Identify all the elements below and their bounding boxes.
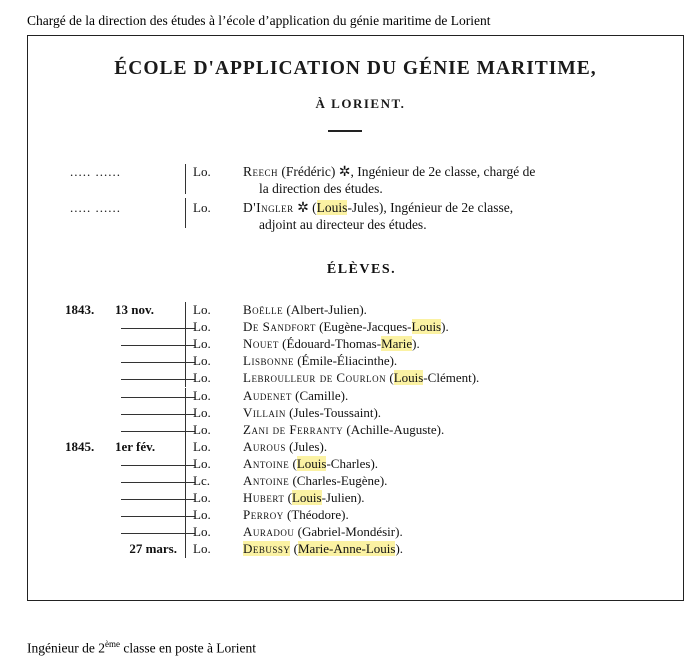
student-row (28, 473, 683, 490)
student-row (28, 490, 683, 507)
column-divider (185, 388, 186, 405)
student-name (243, 507, 349, 523)
student-name (243, 541, 403, 557)
student-given-end: -Charles). (326, 455, 379, 471)
student-surname: Audenet (243, 387, 292, 403)
student-name (243, 456, 378, 472)
highlight-given-name: Louis (393, 370, 424, 386)
student-day: 1er fév. (115, 438, 156, 454)
student-name (243, 524, 403, 540)
student-surname: Nouet (243, 336, 279, 352)
director-role: la direction des études. (259, 181, 383, 196)
student-given: ( (290, 541, 298, 557)
director-given: (Frédéric) (281, 164, 336, 179)
column-divider (185, 439, 186, 456)
director-given-open: ( (308, 200, 317, 215)
director-row-dingler (28, 198, 683, 232)
ditto-dash (121, 414, 195, 415)
director-text (243, 200, 633, 233)
student-surname: De Sandfort (243, 319, 316, 335)
student-name (243, 405, 381, 421)
student-given-end: -Julien). (321, 490, 365, 506)
student-row (28, 353, 683, 370)
student-name (243, 353, 397, 369)
caption-bottom (27, 639, 256, 657)
student-day: 13 nov. (115, 302, 155, 317)
student-location: Lo. (193, 336, 211, 352)
column-divider (185, 541, 186, 558)
student-given-end: ). (441, 319, 449, 335)
student-location: Lo. (193, 421, 211, 437)
student-row (28, 524, 683, 541)
highlight-given-name: Marie-Anne-Louis (298, 541, 396, 557)
student-given: (Jules-Toussaint). (285, 404, 382, 420)
director-surname: Reech (243, 164, 279, 179)
student-location: Lo. (193, 387, 211, 403)
student-given-end: ). (412, 336, 420, 352)
ditto-dash (121, 379, 195, 380)
student-name (243, 473, 387, 489)
student-row (28, 507, 683, 524)
students-heading: ÉLÈVES. (326, 262, 397, 277)
student-row (28, 302, 683, 319)
student-location: Lo. (193, 370, 211, 386)
student-location: Lo. (193, 404, 211, 420)
column-divider (185, 507, 186, 524)
student-row (28, 405, 683, 422)
caption-top: Chargé de la direction des études à l’école d’application du génie maritime de Lorient (27, 13, 491, 28)
column-divider (185, 405, 186, 422)
student-name (243, 336, 420, 352)
student-given-end: -Clément). (423, 370, 480, 386)
student-day: 27 mars. (129, 541, 177, 557)
ditto-dash (121, 499, 195, 500)
student-row (28, 439, 683, 456)
student-surname: Boëlle (243, 302, 284, 317)
student-given: (Charles-Eugène). (289, 473, 388, 488)
highlight-given-name: Louis (296, 455, 327, 471)
student-location: Lo. (193, 438, 211, 454)
ditto-dash (121, 328, 195, 329)
student-row (28, 422, 683, 439)
document-title: ÉCOLE D'APPLICATION DU GÉNIE MARITIME, (114, 58, 597, 79)
caption-bottom-prefix: Ingénieur de 2 (27, 640, 105, 656)
student-location: Lo. (193, 524, 211, 540)
ditto-dash (121, 362, 195, 363)
student-row (28, 319, 683, 336)
ditto-dash (121, 465, 195, 466)
caption-bottom-suffix: classe en poste à Lorient (119, 640, 257, 656)
student-name (243, 370, 479, 386)
director-location: Lo. (193, 164, 211, 179)
student-given: ( (289, 455, 297, 471)
director-row-reech (28, 162, 683, 196)
ditto-dash (121, 516, 195, 517)
student-surname: Antoine (243, 455, 290, 471)
student-given: (Théodore). (283, 507, 349, 523)
student-location: Lc. (193, 473, 210, 488)
student-location: Lo. (193, 319, 211, 335)
student-name (243, 422, 444, 438)
student-surname: Zani de Ferranty (243, 421, 344, 437)
column-divider (185, 524, 186, 541)
student-given: ( (284, 490, 292, 506)
student-location: Lo. (193, 507, 211, 523)
student-given: (Émile-Éliacinthe). (293, 353, 398, 369)
column-divider (185, 198, 186, 228)
director-role: adjoint au directeur des études. (259, 217, 427, 232)
student-row (28, 456, 683, 473)
column-divider (185, 473, 186, 490)
column-divider (185, 336, 186, 353)
column-divider (185, 422, 186, 439)
student-row (28, 388, 683, 405)
student-surname: Aurous (243, 438, 286, 454)
legion-honour-icon: ✲ (297, 201, 309, 216)
highlight-given-name: Louis (291, 490, 322, 506)
student-row (28, 370, 683, 387)
column-divider (185, 370, 186, 387)
column-divider (185, 302, 186, 319)
ditto-dash (121, 482, 195, 483)
student-name (243, 319, 449, 335)
director-location: Lo. (193, 200, 211, 215)
student-given: (Gabriel-Mondésir). (294, 524, 403, 540)
student-given: (Jules). (285, 438, 328, 454)
student-given: (Camille). (291, 387, 349, 403)
student-surname: Antoine (243, 473, 290, 488)
student-row (28, 336, 683, 353)
student-given: (Albert-Julien). (283, 302, 367, 317)
student-year: 1843. (65, 302, 95, 317)
student-location: Lo. (193, 490, 211, 506)
director-surname: D'Ingler (243, 200, 294, 215)
student-surname: Auradou (243, 524, 295, 540)
director-title: , Ingénieur de 2e classe, chargé de (350, 164, 536, 179)
student-surname: Debussy (243, 541, 291, 557)
highlight-given-name: Louis (411, 319, 442, 335)
ditto-dash (121, 345, 195, 346)
column-divider (185, 353, 186, 370)
title-rule (328, 130, 362, 132)
student-name (243, 490, 365, 506)
student-given: ( (386, 370, 394, 386)
ditto-dash (121, 533, 195, 534)
student-location: Lo. (193, 302, 211, 317)
student-given-end: ). (395, 541, 404, 557)
student-name (243, 439, 327, 455)
student-year: 1845. (65, 438, 95, 454)
student-location: Lo. (193, 353, 211, 369)
student-row (28, 541, 683, 558)
student-location: Lo. (193, 541, 211, 557)
student-surname: Lebroulleur de Courlon (243, 370, 387, 386)
caption-bottom-sup: ème (104, 639, 120, 649)
column-divider (185, 164, 186, 194)
document-scan (27, 35, 684, 601)
student-name (243, 388, 348, 404)
column-divider (185, 319, 186, 336)
student-given: (Édouard-Thomas- (278, 336, 382, 352)
director-title: -Jules), Ingénieur de 2e classe, (347, 200, 514, 215)
director-text (243, 164, 633, 197)
legion-honour-icon: ✲ (338, 165, 351, 180)
director-dots: ..... ...... (70, 200, 121, 215)
student-given: (Achille-Auguste). (343, 421, 445, 437)
student-surname: Villain (243, 404, 286, 420)
student-surname: Perroy (243, 507, 284, 523)
student-surname: Hubert (243, 490, 285, 506)
highlight-given-name: Marie (381, 336, 413, 352)
student-given: (Eugène-Jacques- (315, 319, 412, 335)
director-dots: ..... ...... (70, 164, 121, 179)
ditto-dash (121, 397, 195, 398)
student-surname: Lisbonne (243, 353, 294, 369)
ditto-dash (121, 431, 195, 432)
document-subtitle: À LORIENT. (315, 96, 406, 111)
student-name (243, 302, 367, 318)
highlight-louis: Louis (316, 200, 348, 215)
column-divider (185, 456, 186, 473)
student-location: Lo. (193, 455, 211, 471)
column-divider (185, 490, 186, 507)
